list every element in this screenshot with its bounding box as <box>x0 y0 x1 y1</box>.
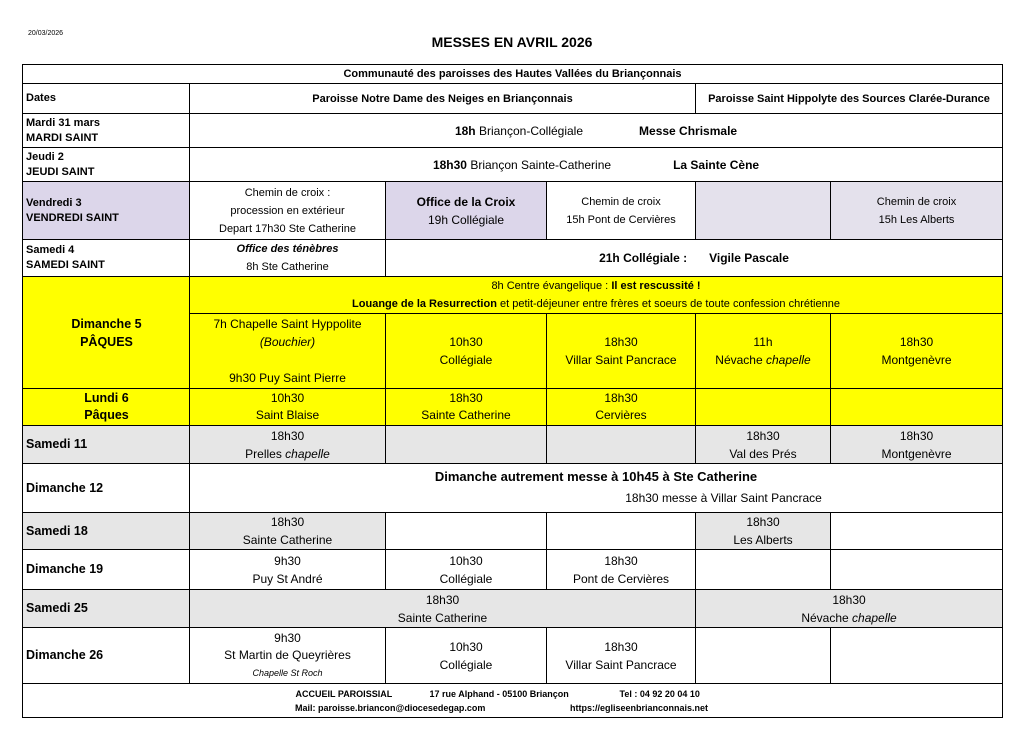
date-cell: Lundi 6 Pâques <box>23 389 190 426</box>
parish-notre-dame-header: Paroisse Notre Dame des Neiges en Briançonnais <box>190 84 696 114</box>
cell-sainte-catherine: 18h30 Sainte Catherine <box>190 513 386 550</box>
cell-chapelle-saint-hyppolite: 7h Chapelle Saint Hyppolite (Bouchier) 9h30 Puy Saint Pierre <box>190 314 386 389</box>
cell-montgenevre: 18h30 Montgenèvre <box>831 426 1003 464</box>
row-vendredi-3 <box>23 182 1003 240</box>
cell-collegiale: 10h30 Collégiale <box>386 550 547 590</box>
cell-office-tenebres: Office des ténèbres 8h Ste Catherine <box>190 240 386 277</box>
cell-centre-evangelique: 8h Centre évangelique : Il est rescussité ! Louange de la Resurrection et petit-déjeuner entre frères et soeurs de toute confession chrétienne <box>190 277 1003 314</box>
date-cell: Vendredi 3 VENDREDI SAINT <box>23 182 190 240</box>
footer-phone: Tel : 04 92 20 04 10 <box>619 688 700 699</box>
date-cell: Dimanche 5 PÂQUES <box>23 277 190 389</box>
parish-header-row <box>23 84 1003 114</box>
date-cell: Jeudi 2 JEUDI SAINT <box>23 148 190 182</box>
row-mardi-31 <box>23 114 1003 148</box>
cell-villar-saint-pancrace: 18h30 Villar Saint Pancrace <box>547 314 696 389</box>
date-cell: Dimanche 12 <box>23 464 190 513</box>
row-dimanche-19 <box>23 550 1003 590</box>
event-cell: 18h Briançon-Collégiale Messe Chrismale <box>190 114 1003 148</box>
empty-cell <box>696 628 831 684</box>
row-lundi-6 <box>23 389 1003 426</box>
cell-nevache: 18h30 Névache chapelle <box>696 590 1003 628</box>
empty-cell <box>386 513 547 550</box>
cell-saint-blaise: 10h30 Saint Blaise <box>190 389 386 426</box>
cell-cervieres: 18h30 Cervières <box>547 389 696 426</box>
empty-cell <box>831 550 1003 590</box>
empty-cell <box>696 389 831 426</box>
row-samedi-25 <box>23 590 1003 628</box>
cell-nevache: 11h Névache chapelle <box>696 314 831 389</box>
empty-cell <box>696 550 831 590</box>
date-cell: Samedi 18 <box>23 513 190 550</box>
cell-chemin-croix-procession: Chemin de croix : procession en extérieur Depart 17h30 Ste Catherine <box>190 182 386 240</box>
parish-saint-hippolyte-header: Paroisse Saint Hippolyte des Sources Clarée-Durance <box>696 84 1003 114</box>
row-dimanche-12 <box>23 464 1003 513</box>
cell-montgenevre: 18h30 Montgenèvre <box>831 314 1003 389</box>
footer-label: ACCUEIL PAROISSIAL <box>295 688 393 699</box>
cell-dimanche-autrement: Dimanche autrement messe à 10h45 à Ste Catherine 18h30 messe à Villar Saint Pancrace <box>190 464 1003 513</box>
cell-collegiale: 10h30 Collégiale <box>386 314 547 389</box>
date-cell: Samedi 25 <box>23 590 190 628</box>
cell-villar-saint-pancrace: 18h30 Villar Saint Pancrace <box>547 628 696 684</box>
cell-prelles: 18h30 Prelles chapelle <box>190 426 386 464</box>
row-dimanche-26 <box>23 628 1003 684</box>
dates-header: Dates <box>23 84 190 114</box>
footer-mail: Mail: paroisse.briancon@diocesedegap.com <box>295 702 486 713</box>
event-cell: 18h30 Briançon Sainte-Catherine La Sainte Cène <box>190 148 1003 182</box>
cell-sainte-catherine: 18h30 Sainte Catherine <box>386 389 547 426</box>
cell-vigile-pascale: 21h Collégiale : Vigile Pascale <box>386 240 1003 277</box>
empty-cell <box>831 513 1003 550</box>
empty-cell <box>696 182 831 240</box>
date-cell: Mardi 31 mars MARDI SAINT <box>23 114 190 148</box>
date-cell: Dimanche 19 <box>23 550 190 590</box>
footer-website: https://egliseenbrianconnais.net <box>570 702 709 713</box>
community-title: Communauté des paroisses des Hautes Vallées du Briançonnais <box>23 65 1003 84</box>
date-cell: Samedi 11 <box>23 426 190 464</box>
empty-cell <box>547 513 696 550</box>
mass-schedule-table <box>22 64 1003 718</box>
cell-pont-de-cervieres: 18h30 Pont de Cervières <box>547 550 696 590</box>
cell-val-des-pres: 18h30 Val des Prés <box>696 426 831 464</box>
row-dimanche-5-banner <box>23 277 1003 314</box>
print-date: 20/03/2026 <box>28 30 64 37</box>
cell-st-martin-queyrieres: 9h30 St Martin de Queyrières Chapelle St Roch <box>190 628 386 684</box>
row-jeudi-2 <box>23 148 1003 182</box>
cell-collegiale: 10h30 Collégiale <box>386 628 547 684</box>
cell-les-alberts: 18h30 Les Alberts <box>696 513 831 550</box>
footer-row <box>23 684 1003 718</box>
row-samedi-18 <box>23 513 1003 550</box>
empty-cell <box>386 426 547 464</box>
cell-sainte-catherine: 18h30 Sainte Catherine <box>190 590 696 628</box>
empty-cell <box>831 628 1003 684</box>
date-cell: Dimanche 26 <box>23 628 190 684</box>
empty-cell <box>831 389 1003 426</box>
cell-office-croix: Office de la Croix 19h Collégiale <box>386 182 547 240</box>
row-samedi-11 <box>23 426 1003 464</box>
date-cell: Samedi 4 SAMEDI SAINT <box>23 240 190 277</box>
page-title: MESSES EN AVRIL 2026 <box>431 34 593 50</box>
empty-cell <box>547 426 696 464</box>
cell-chemin-croix-alberts: Chemin de croix 15h Les Alberts <box>831 182 1003 240</box>
row-samedi-4 <box>23 240 1003 277</box>
community-row <box>23 65 1003 84</box>
parish-contact <box>23 684 1003 718</box>
cell-puy-st-andre: 9h30 Puy St André <box>190 550 386 590</box>
footer-address: 17 rue Alphand - 05100 Briançon <box>429 688 569 699</box>
cell-chemin-croix-cervieres: Chemin de croix 15h Pont de Cervières <box>547 182 696 240</box>
